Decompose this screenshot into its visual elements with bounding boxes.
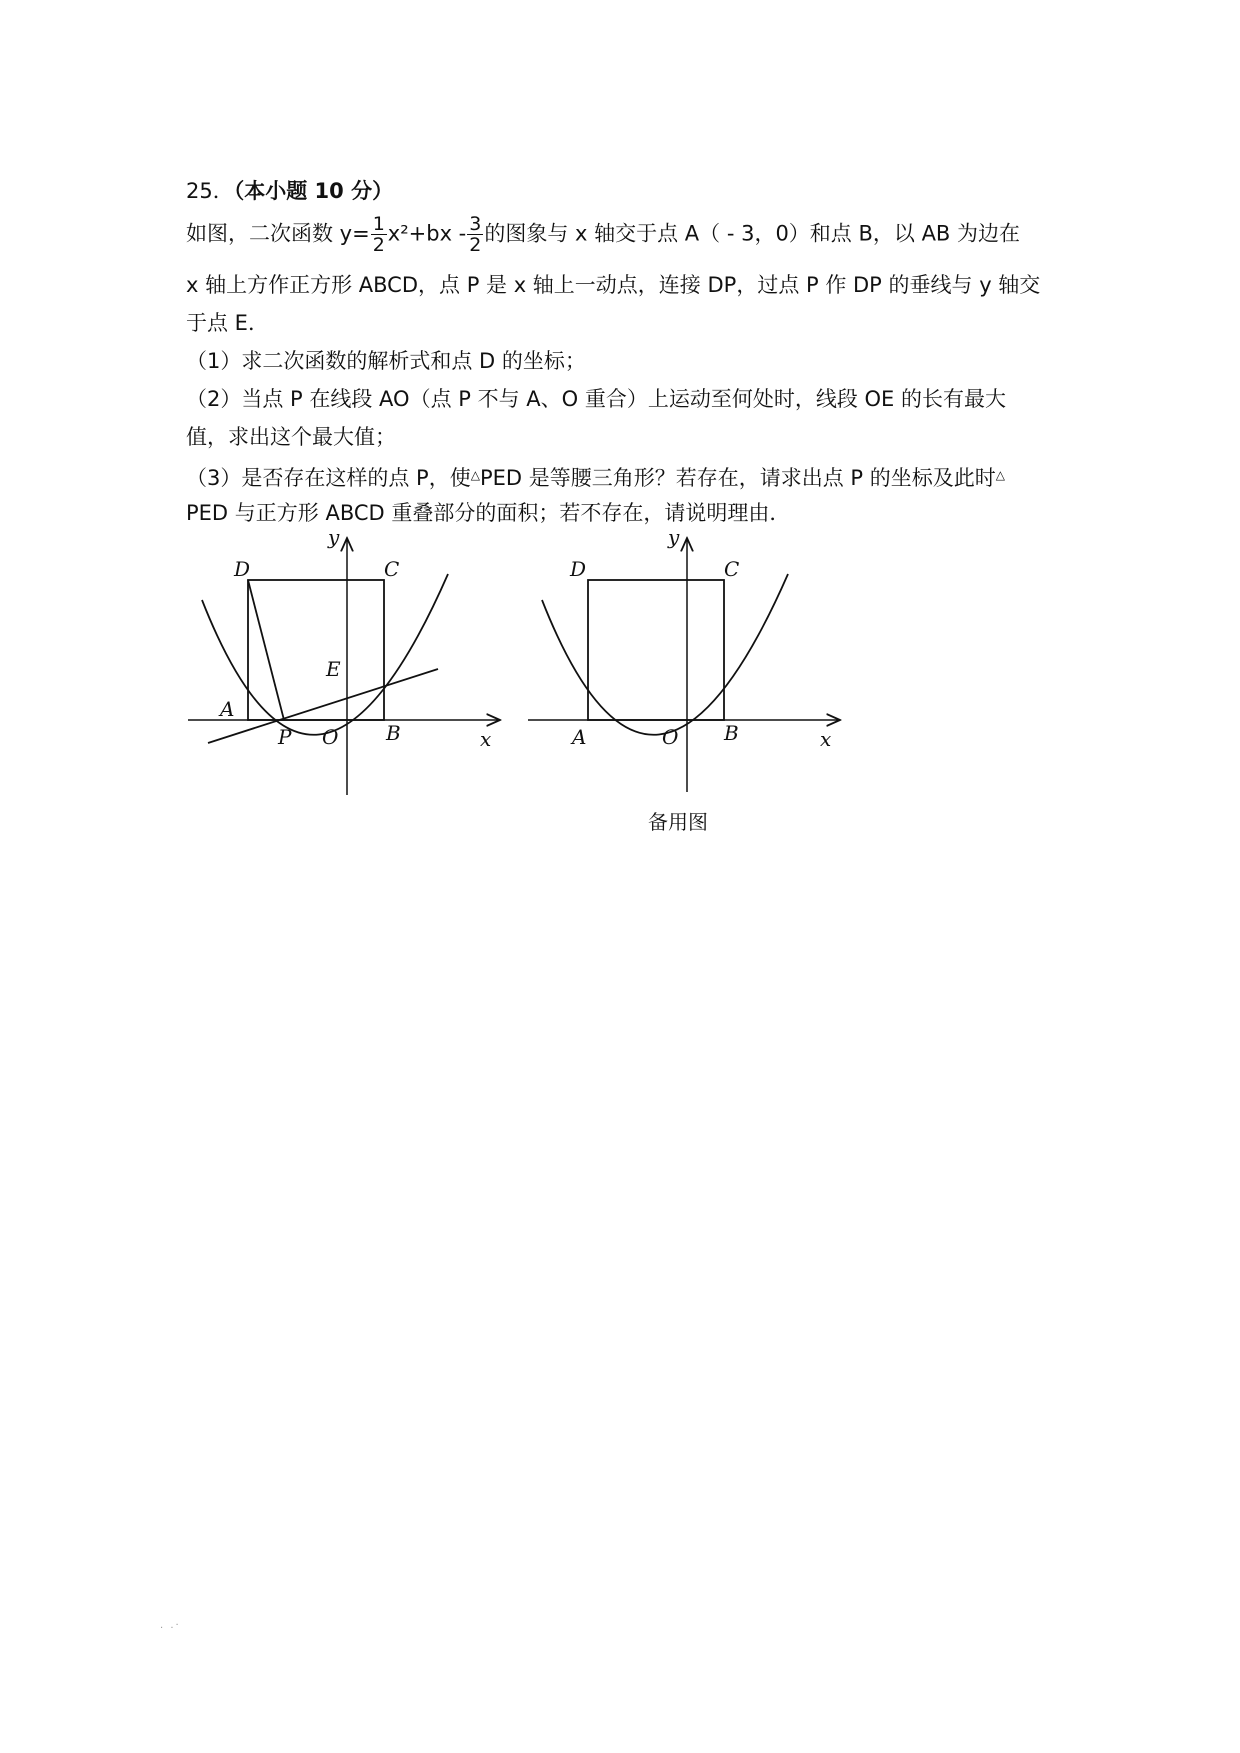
triangle-symbol: △ (470, 468, 480, 482)
problem-line-2: x 轴上方作正方形 ABCD，点 P 是 x 轴上一动点，连接 DP，过点 P 作 DP 的垂线与 y 轴交 (186, 273, 1041, 297)
label-B: B (386, 721, 401, 745)
fraction-three-halves: $\frac{3}{2}$ (469, 213, 482, 256)
label-y: y (668, 525, 680, 549)
problem-line-3: 于点 E． (186, 311, 269, 335)
segment-DP (248, 580, 284, 720)
part-3a: （3）是否存在这样的点 P，使△PED 是等腰三角形？若存在，请求出点 P 的坐标及此时△ (186, 466, 1005, 490)
question-number: 25． (186, 179, 234, 203)
problem-line-1 (186, 214, 1020, 255)
part-1: （1）求二次函数的解析式和点 D 的坐标； (186, 349, 586, 373)
problem-text-1c: 的图象与 x 轴交于点 A（ - 3，0）和点 B，以 AB 为边在 (484, 221, 1021, 246)
parabola (542, 574, 788, 735)
label-C: C (724, 557, 740, 581)
question-points: （本小题 10 分） (233, 179, 394, 203)
label-A: A (572, 725, 587, 749)
label-D: D (234, 557, 251, 581)
question-header (186, 176, 393, 206)
label-y: y (328, 525, 340, 549)
square-ABCD (248, 580, 384, 720)
label-A: A (220, 697, 235, 721)
label-O: O (662, 725, 679, 749)
label-B: B (724, 721, 739, 745)
label-C: C (384, 557, 400, 581)
label-D: D (570, 557, 587, 581)
label-P: P (278, 725, 292, 749)
label-x: x (480, 727, 492, 751)
square-ABCD (588, 580, 724, 720)
problem-text-1b: x²+bx - (387, 221, 467, 246)
label-E: E (326, 657, 341, 681)
part-2a: （2）当点 P 在线段 AO（点 P 不与 A、O 重合）上运动至何处时，线段 OE 的长有最大 (186, 387, 1006, 411)
label-O: O (322, 725, 339, 749)
figure-2 (520, 520, 860, 810)
part-3b: PED 与正方形 ABCD 重叠部分的面积；若不存在，请说明理由． (186, 501, 791, 525)
figure-1 (180, 520, 520, 810)
label-x: x (820, 727, 832, 751)
footer-marks: . .· (160, 1620, 181, 1631)
problem-text-1a: 如图，二次函数 y= (186, 221, 370, 246)
triangle-symbol: △ (995, 468, 1005, 482)
fraction-one-half: $\frac{1}{2}$ (372, 213, 385, 256)
part-2b: 值，求出这个最大值； (186, 425, 396, 449)
figure-2-caption: 备用图 (648, 810, 708, 834)
parabola (202, 574, 448, 735)
